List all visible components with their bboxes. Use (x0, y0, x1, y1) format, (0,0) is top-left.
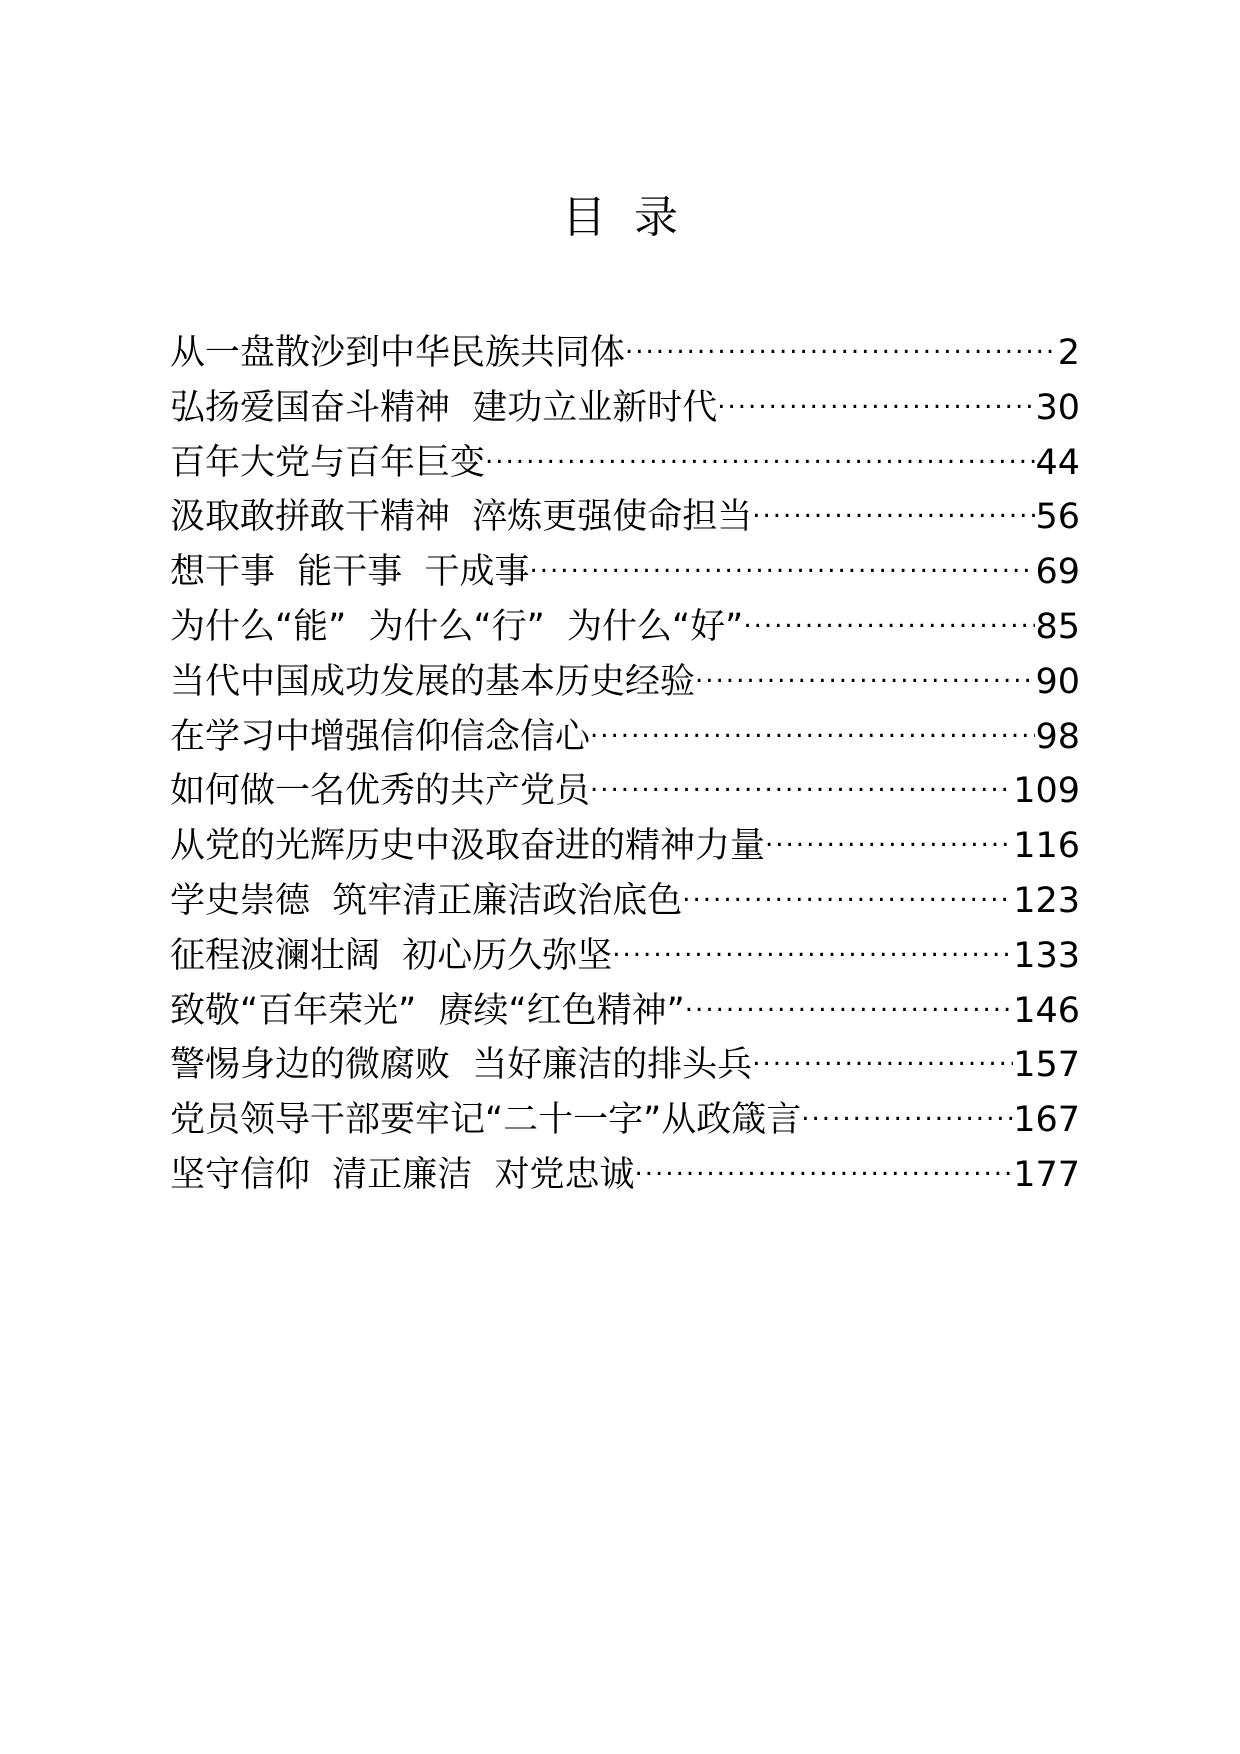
toc-entry-title: 百年大党与百年巨变 (170, 442, 486, 483)
toc-entry-page: 90 (1035, 661, 1080, 702)
toc-entry-title: 当代中国成功发展的基本历史经验 (170, 661, 696, 702)
toc-entry-page: 123 (1013, 880, 1080, 921)
dot-leader (485, 420, 1035, 474)
toc-entry-page: 133 (1013, 935, 1080, 976)
toc-entry-page: 69 (1035, 552, 1080, 593)
dot-leader (695, 639, 1035, 693)
toc-entry-title: 汲取敢拼敢干精神 淬炼更强使命担当 (170, 497, 753, 538)
dot-leader (765, 803, 1013, 857)
toc-entry-page: 157 (1013, 1045, 1080, 1086)
dot-leader (752, 1022, 1013, 1076)
toc-entry-title: 警惕身边的微腐败 当好廉洁的排头兵 (170, 1045, 753, 1086)
toc-entry-page: 85 (1035, 606, 1080, 647)
toc-entry-title: 在学习中增强信仰信念信心 (170, 716, 591, 757)
dot-leader (612, 913, 1013, 967)
dot-leader (590, 748, 1013, 802)
dot-leader (717, 365, 1035, 419)
dot-leader (752, 474, 1035, 528)
toc-entry-page: 109 (1013, 771, 1080, 812)
dot-leader (590, 694, 1035, 748)
toc-entry-title: 想干事 能干事 干成事 (170, 552, 530, 593)
toc-entry-page: 116 (1013, 826, 1080, 867)
toc-entry-page: 98 (1035, 716, 1080, 757)
dot-leader (801, 1077, 1013, 1131)
toc-entry[interactable] (170, 310, 1080, 373)
toc-entry-page: 146 (1013, 990, 1080, 1031)
toc-entry-title: 致敬“百年荣光” 赓续“红色精神” (170, 990, 685, 1031)
toc-entry-title: 如何做一名优秀的共产党员 (170, 771, 591, 812)
dot-leader (743, 584, 1035, 638)
toc-entry-title: 坚守信仰 清正廉洁 对党忠诚 (170, 1154, 635, 1195)
toc-entry-title: 党员领导干部要牢记“二十一字”从政箴言 (170, 1100, 802, 1141)
toc-entry-page: 30 (1035, 387, 1080, 428)
dot-leader (635, 1132, 1014, 1186)
toc-entry-page: 2 (1057, 333, 1080, 373)
toc-entry-title: 从一盘散沙到中华民族共同体 (170, 333, 626, 373)
toc-title: 目 录 (562, 192, 678, 243)
toc-entry-page: 44 (1035, 442, 1080, 483)
dot-leader (685, 968, 1013, 1022)
table-of-contents (170, 310, 1080, 1195)
toc-entry-page: 177 (1013, 1154, 1080, 1195)
dot-leader (530, 529, 1036, 583)
dot-leader (682, 858, 1013, 912)
dot-leader (625, 310, 1058, 364)
toc-entry-title: 学史崇德 筑牢清正廉洁政治底色 (170, 880, 683, 921)
toc-entry-page: 56 (1035, 497, 1080, 538)
toc-entry-page: 167 (1013, 1100, 1080, 1141)
toc-entry-title: 征程波澜壮阔 初心历久弥坚 (170, 935, 613, 976)
toc-entry-title: 从党的光辉历史中汲取奋进的精神力量 (170, 826, 766, 867)
toc-entry-title: 弘扬爱国奋斗精神 建功立业新时代 (170, 387, 718, 428)
toc-entry-title: 为什么“能” 为什么“行” 为什么“好” (170, 606, 744, 647)
